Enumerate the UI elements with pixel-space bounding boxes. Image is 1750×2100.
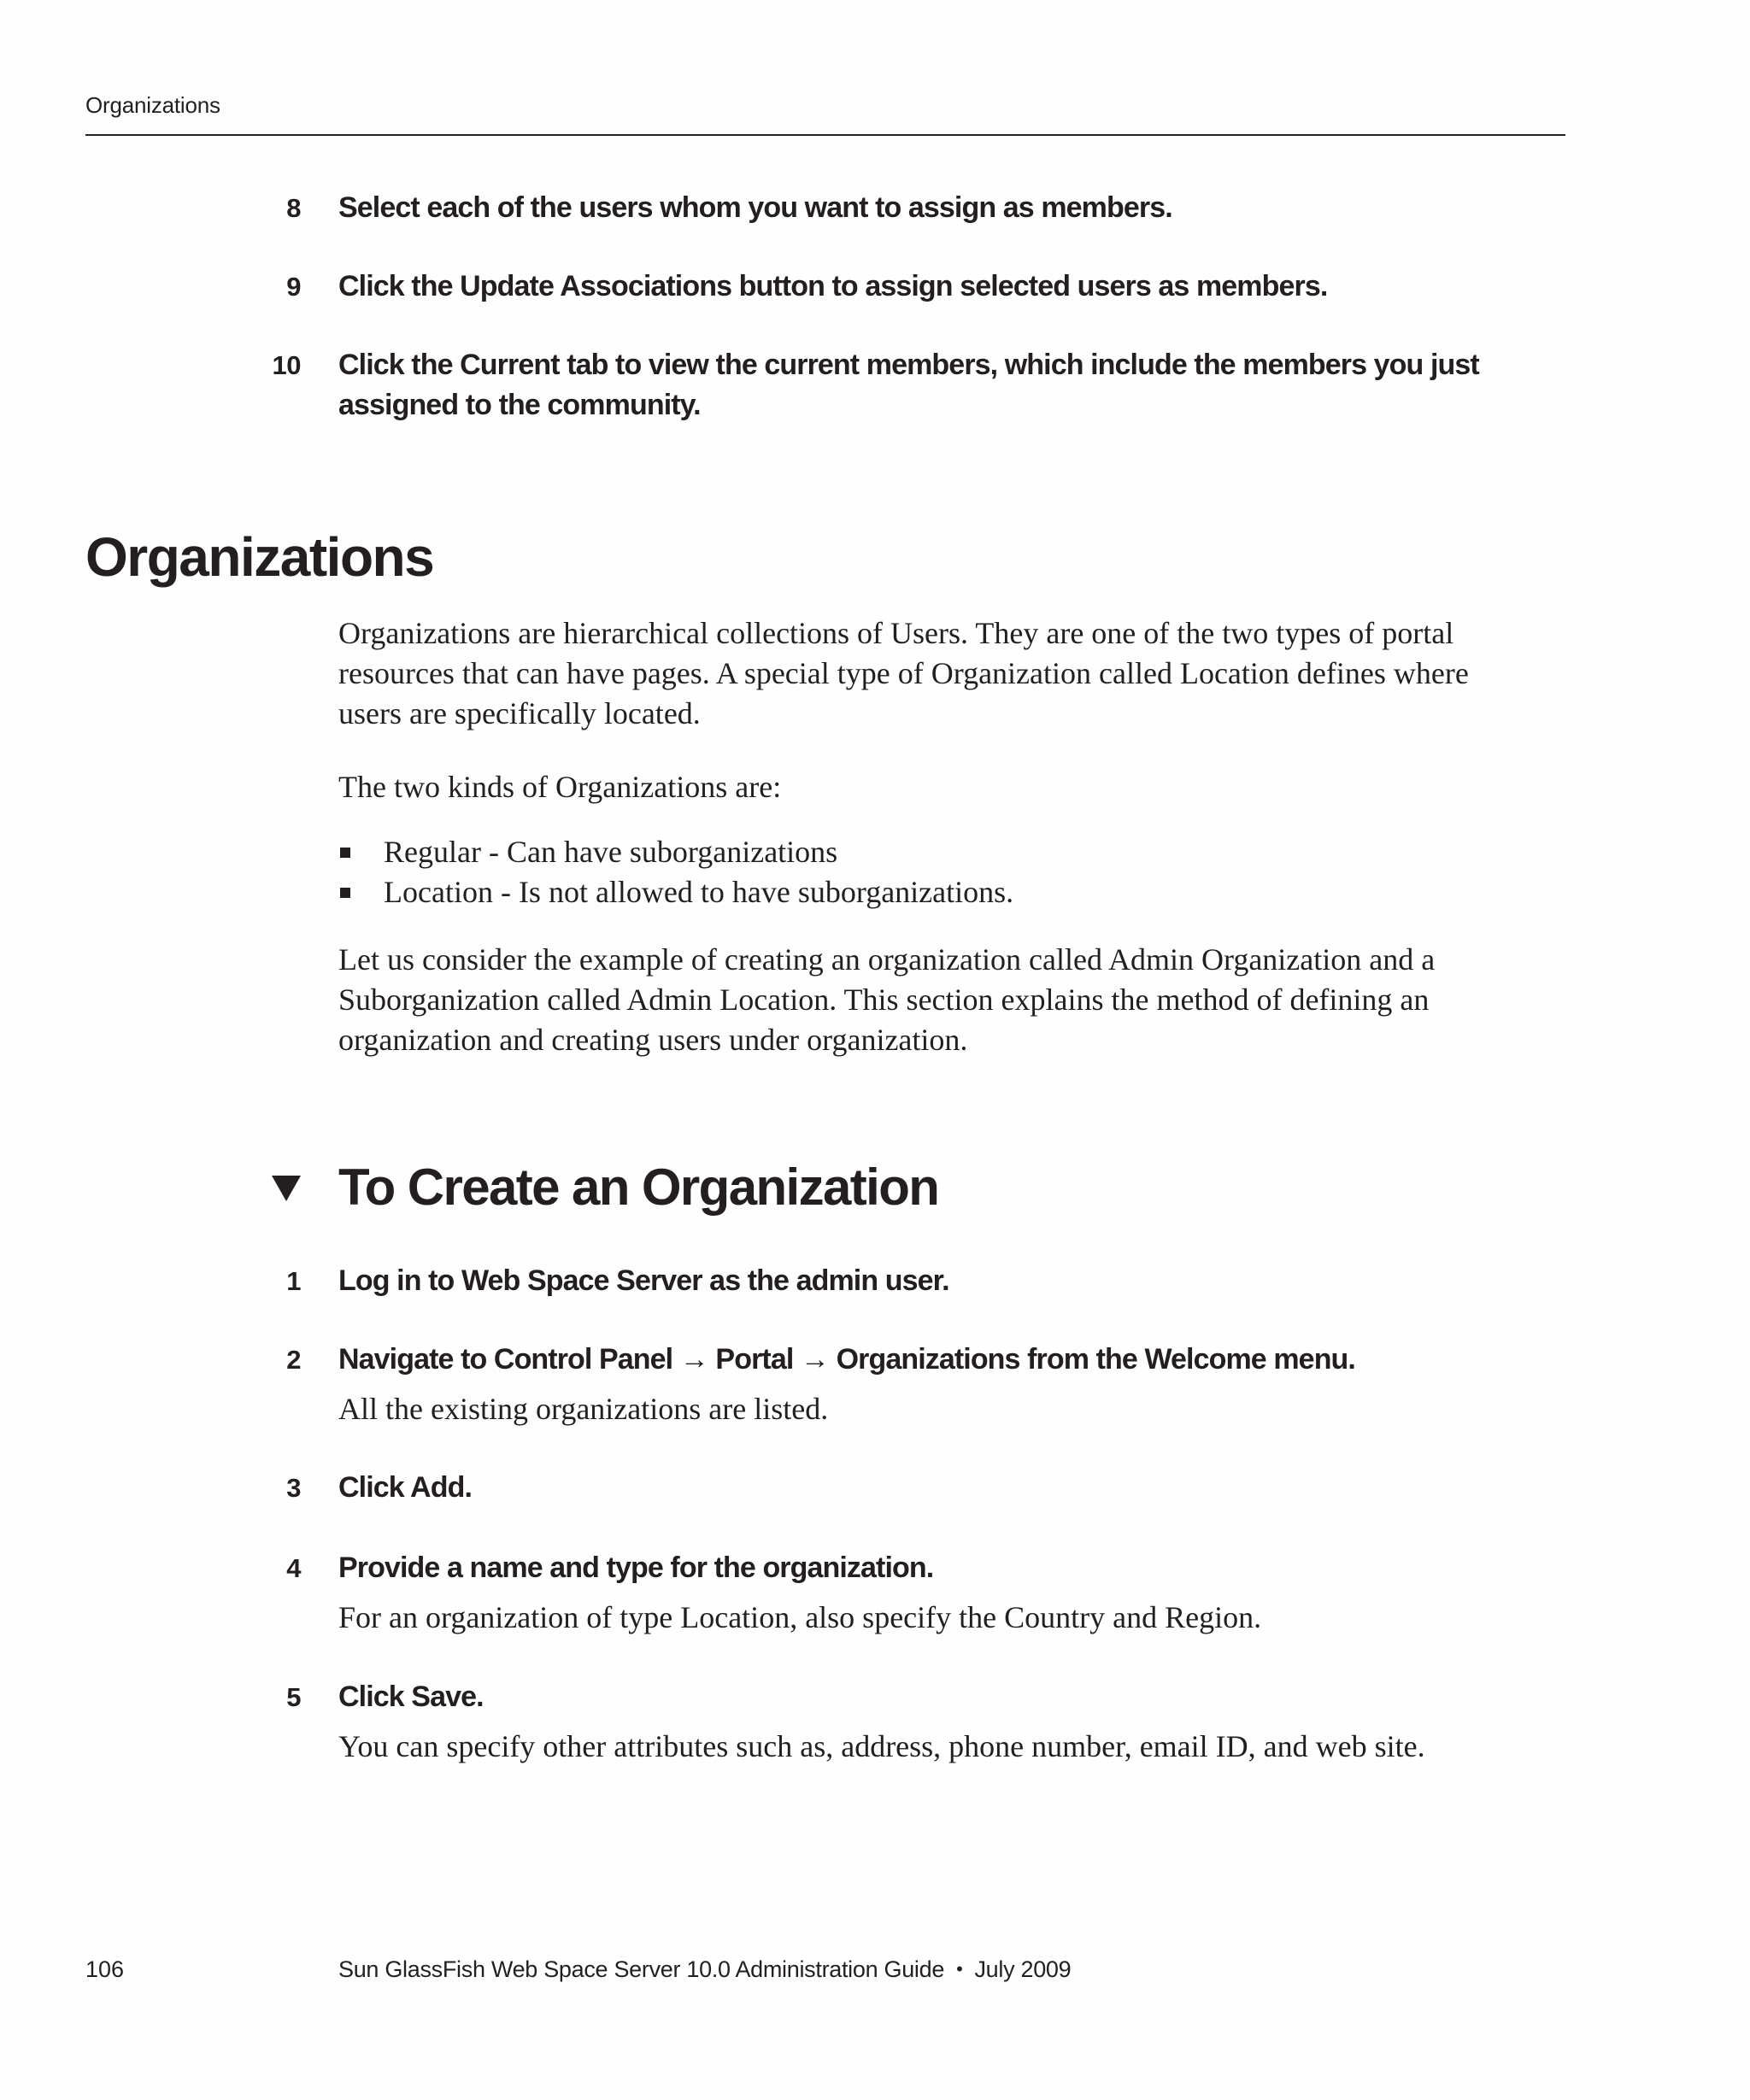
step-number: 4: [286, 1553, 301, 1583]
step-number: 10: [272, 350, 301, 380]
list-item: [338, 832, 1535, 872]
running-footer: [338, 1956, 1071, 1983]
footer-doc-title: Sun GlassFish Web Space Server 10.0 Administration Guide: [338, 1956, 945, 1982]
step-number: 3: [286, 1473, 301, 1503]
step-title: Navigate to Control Panel → Portal → Organizations from the Welcome menu.: [338, 1343, 1355, 1376]
header-rule: [85, 134, 1565, 136]
step-description: For an organization of type Location, also specify the Country and Region.: [338, 1600, 1262, 1634]
step-number: 8: [286, 193, 301, 223]
footer-separator: •: [956, 1958, 963, 1980]
triangle-down-icon: [272, 1176, 301, 1201]
step-number: 1: [286, 1266, 301, 1296]
step-description: All the existing organizations are listed.: [338, 1392, 829, 1426]
list-item: [338, 872, 1535, 912]
intro-paragraph: Organizations are hierarchical collections of Users. They are one of the two types of portal resources that can have pages. A special type of Organization called Location defines where users are specifically located.: [338, 616, 1469, 730]
step-title: Log in to Web Space Server as the admin user.: [338, 1264, 949, 1297]
list-item-text: Regular - Can have suborganizations: [384, 835, 838, 869]
step-description: You can specify other attributes such as, address, phone number, email ID, and web site.: [338, 1729, 1425, 1763]
step-title: Click the Current tab to view the current members, which include the members you just assigned to the community.: [338, 349, 1479, 421]
step-title: Click Save.: [338, 1681, 484, 1713]
example-paragraph: Let us consider the example of creating an organization called Admin Organization and a Suborganization called Admin Location. This section explains the method of defining an organization and creating users under organization.: [338, 942, 1436, 1057]
step-title: Provide a name and type for the organization.: [338, 1552, 934, 1584]
list-item-text: Location - Is not allowed to have suborganizations.: [384, 875, 1014, 909]
kinds-lead-paragraph: The two kinds of Organizations are:: [338, 770, 782, 804]
step-title: Select each of the users whom you want to assign as members.: [338, 191, 1172, 224]
organization-kinds-list: [338, 832, 1535, 912]
bullet-square-icon: [340, 888, 350, 898]
procedure-title: To Create an Organization: [338, 1159, 939, 1216]
step-title: Click Add.: [338, 1471, 472, 1504]
step-number: 9: [286, 272, 301, 302]
footer-date: July 2009: [974, 1956, 1072, 1982]
step-number: 2: [286, 1345, 301, 1375]
bullet-square-icon: [340, 848, 350, 858]
running-header: Organizations: [85, 92, 220, 118]
step-title: Click the Update Associations button to assign selected users as members.: [338, 270, 1328, 302]
step-number: 5: [286, 1682, 301, 1712]
page-number: 106: [85, 1956, 125, 1982]
section-heading: Organizations: [85, 526, 434, 588]
